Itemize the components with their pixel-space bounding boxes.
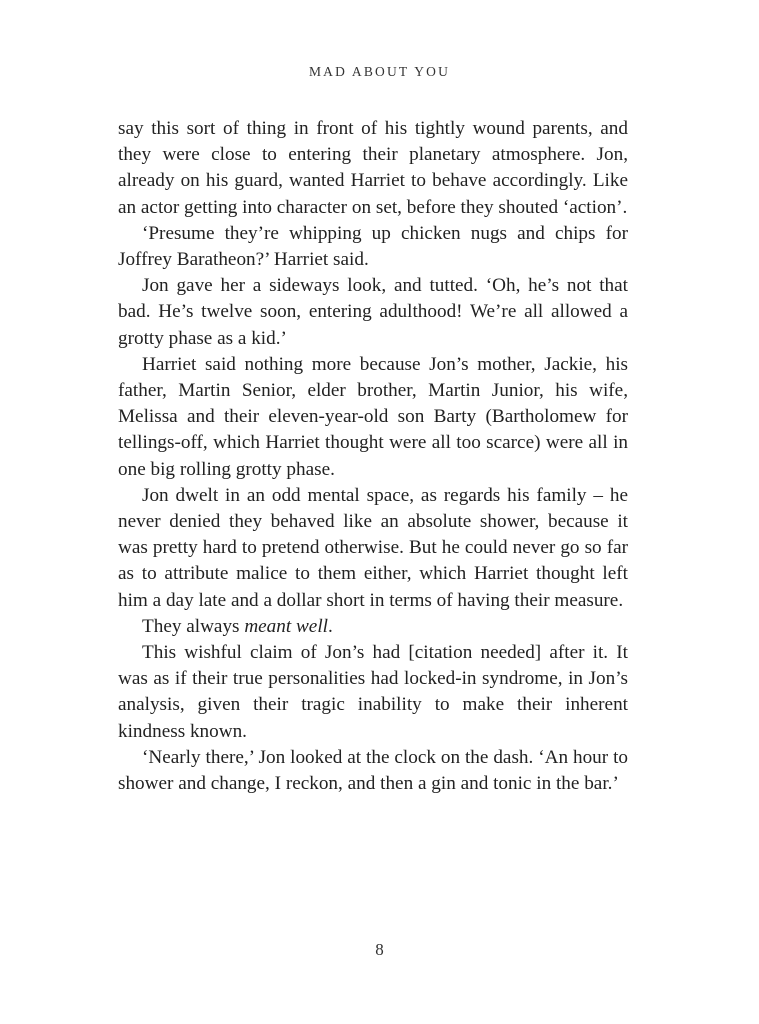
paragraph: ‘Nearly there,’ Jon looked at the clock on the dash. ‘An hour to shower and change, I reckon, and then a gin and tonic in the bar.’: [118, 746, 628, 795]
paragraph: This wishful claim of Jon’s had [citation needed] after it. It was as if their true personalities had locked-in syndrome, in Jon’s analysis, given their tragic inability to make their inherent kindness known.: [118, 642, 628, 742]
paragraph: Jon gave her a sideways look, and tutted. ‘Oh, he’s not that bad. He’s twelve soon, entering adulthood! We’re all allowed a grotty phase as a kid.’: [118, 275, 628, 349]
paragraph-text: .: [327, 615, 333, 637]
body-text: [118, 116, 628, 797]
paragraph: Jon dwelt in an odd mental space, as regards his family – he never denied they behaved like an absolute shower, because it was pretty hard to pretend otherwise. But he could never go so far as to attribute malice to them either, which Harriet thought left him a day late and a dollar short in terms of having their measure.: [118, 484, 628, 611]
paragraph-continuation: say this sort of thing in front of his tightly wound parents, and they were close to entering their planetary atmosphere. Jon, already on his guard, wanted Harriet to behave accordingly. Like an actor getting into character on set, before they shouted ‘action’.: [118, 118, 628, 218]
paragraph: Harriet said nothing more because Jon’s mother, Jackie, his father, Martin Senior, elder brother, Martin Junior, his wife, Melissa and their eleven-year-old son Barty (Bartholomew for tellings-off, which Harriet thought were all too scarce) were all in one big rolling grotty phase.: [118, 353, 628, 480]
page-number: 8: [375, 940, 384, 959]
paragraph-emphasis: [118, 614, 628, 640]
paragraph: ‘Presume they’re whipping up chicken nugs and chips for Joffrey Baratheon?’ Harriet said.: [118, 222, 628, 271]
running-head: MAD ABOUT YOU: [308, 64, 451, 79]
italic-emphasis: meant well: [244, 615, 328, 637]
paragraph-text: They always: [142, 615, 245, 637]
